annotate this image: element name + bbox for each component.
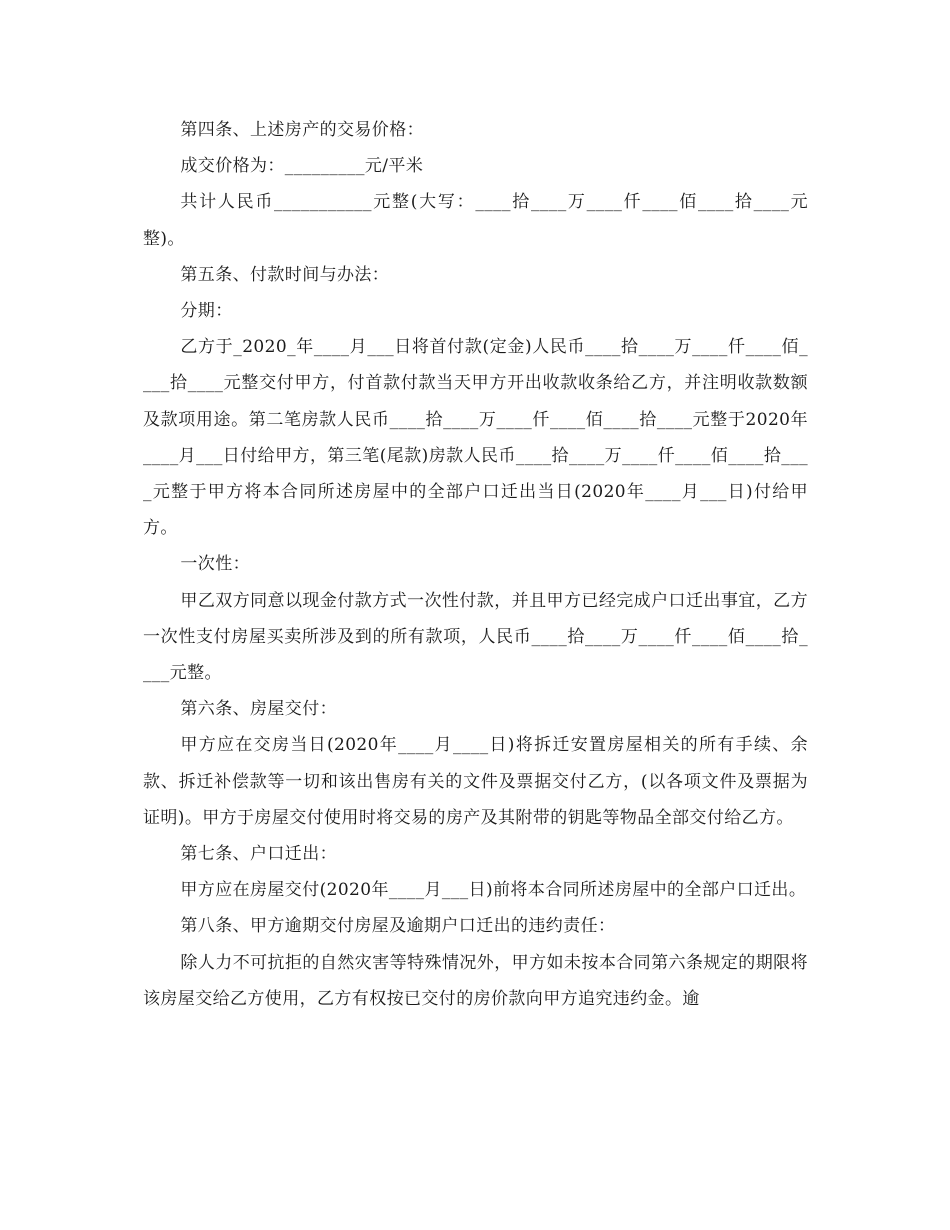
installment-paragraph: 乙方于_2020_年____月___日将首付款(定金)人民币____拾____万____仟____佰____拾____元整交付甲方，付首款付款当天甲方开出收款收条给乙方，并注明收款数额及款项用途。第二笔房款人民币____拾____万____仟____佰____拾____元整于2020年____月___日付给甲方，第三笔(尾款)房款人民币____拾____万____仟____佰____拾____元整于甲方将本合同所述房屋中的全部户口迁出当日(2020年____月___日)付给甲方。 bbox=[143, 337, 808, 539]
article-7-heading: 第七条、户口迁出： bbox=[180, 844, 337, 865]
document-body bbox=[143, 112, 808, 1017]
handover-paragraph: 甲方应在交房当日(2020年____月____日)将拆迁安置房屋相关的所有手续、余款、拆迁补偿款等一切和该出售房有关的文件及票据交付乙方，(以各项文件及票据为证明)。甲方于房屋交付使用时将交易的房产及其附带的钥匙等物品全部交付给乙方。 bbox=[143, 735, 808, 828]
installment-heading: 分期： bbox=[180, 301, 233, 322]
breach-paragraph: 除人力不可抗拒的自然灾害等特殊情况外，甲方如未按本合同第六条规定的期限将该房屋交给乙方使用，乙方有权按已交付的房价款向甲方追究违约金。逾 bbox=[143, 952, 808, 1009]
article-6-heading: 第六条、房屋交付： bbox=[180, 699, 337, 720]
article-4-heading: 第四条、上述房产的交易价格： bbox=[180, 120, 424, 140]
total-price-line: 共计人民币___________元整(大写：____拾____万____仟____佰____拾____元整)。 bbox=[143, 192, 808, 249]
lump-sum-paragraph: 甲乙双方同意以现金付款方式一次性付款，并且甲方已经完成户口迁出事宜，乙方一次性支付房屋买卖所涉及到的所有款项，人民币____拾____万____仟____佰____拾____元整。 bbox=[143, 590, 808, 684]
article-5-heading: 第五条、付款时间与办法： bbox=[180, 264, 390, 285]
article-8-heading: 第八条、甲方逾期交付房屋及逾期户口迁出的违约责任： bbox=[180, 916, 616, 937]
unit-price-line: 成交价格为：_________元/平米 bbox=[180, 156, 424, 177]
lump-sum-heading: 一次性： bbox=[180, 554, 250, 575]
household-move-paragraph: 甲方应在房屋交付(2020年____月___日)前将本合同所述房屋中的全部户口迁出。 bbox=[180, 880, 807, 901]
